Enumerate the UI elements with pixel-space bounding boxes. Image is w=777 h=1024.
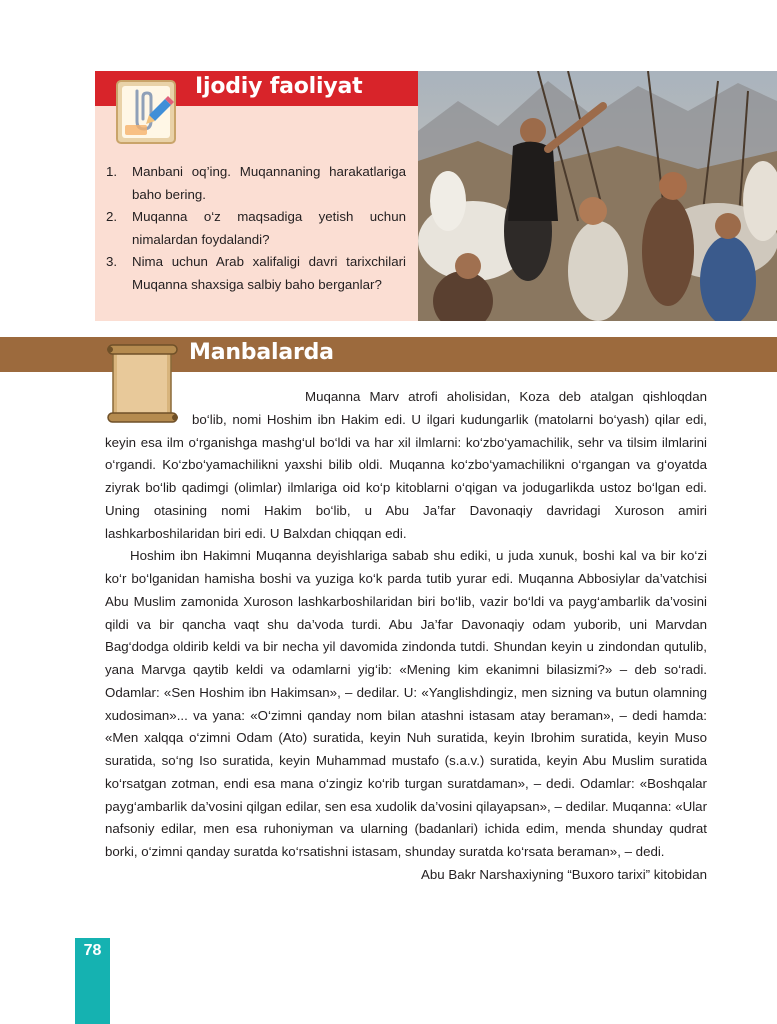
sources-title: Manbalarda (189, 340, 334, 365)
creative-activity-box (95, 71, 418, 321)
task-list (106, 161, 406, 297)
list-item (106, 161, 406, 206)
list-item-number: 1. (106, 164, 118, 179)
list-item-number: 3. (106, 254, 118, 270)
list-item-text: Muqanna o‘z maqsadiga yetish uchun nimalardan foydalandi? (132, 209, 406, 247)
source-text (105, 386, 707, 887)
source-paragraph: Muqanna Marv atrofi aholisidan, Koza deb atalgan qishloqdan bo‘lib, nomi Hoshim ibn Hakim edi. U ilgari kudungarlik (matolarni bo‘yash) qilar edi, keyin esa ilm o‘rganishga mashg‘ul bo‘ldi va har xil ilmlarni: ko‘zbo‘yamachilik, sehr va tilsim ilmlarini o‘rgandi. Ko‘zbo‘yamachilikni yaxshi bilib oldi. Muqanna ko‘zbo‘yamachilikni o‘rgangan va g‘oyatda ziyrak bo‘lib qadimgi (olimlar) ilmlariga oid ko‘p kitoblarni o‘qigan va jodugarlikda ustoz bo‘lgan edi. Uning otasining nomi Hakim bo‘lib, u Abu Ja’far Davonaqiy davridagi Xuroson amiri lashkarboshilaridan biri edi. U Balxdan chiqqan edi. (105, 389, 707, 541)
list-item (106, 251, 406, 296)
list-item-text: Nima uchun Arab xalifaligi davri tarixchilari Muqanna shaxsiga salbiy baho berganlar? (132, 254, 406, 292)
page-number: 78 (83, 942, 102, 959)
list-item-text: Manbani oq’ing. Muqannaning harakatlariga baho bering. (132, 164, 406, 202)
battle-painting-image (418, 71, 777, 321)
list-item (106, 206, 406, 251)
source-paragraph: Hoshim ibn Hakimni Muqanna deyishlariga sabab shu ediki, u juda xunuk, boshi kal va bir ko‘zi ko‘r bo‘lganidan hamisha boshi va yuziga ko‘k parda tutib yurar edi. Muqanna Abbosiylar da’vatchisi Abu Muslim zamonida Xuroson lashkarboshilaridan biri bo‘lib, vazir bo‘ldi va payg‘ambarlik da’vosini qildi va bir qancha vaqt shu da’voda turdi. Abu Ja’far Davonaqiy odam yuborib, uni Marvdan Bag‘dodga oldirib keldi va bir necha yil davomida zindonda tutdi. Shundan keyin u zindondan qutulib, yana Marvga qaytib keldi va odamlarni yig‘ib: «Mening kim ekanimni bilasizmi?» – deb so‘radi. Odamlar: «Sen Hoshim ibn Hakimsan», – dedilar. U: «Yanglishdingiz, men sizning va butun olamning xudosiman»... va yana: «O‘zimni qanday nom bilan atashni istasam atay beraman», – dedi hamda: «Men xalqqa o‘zimni Odam (Ato) suratida, keyin Nuh suratida, keyin Ibrohim suratida, keyin Muso suratida, so‘ng Iso suratida, keyin Muhammad mustafo (s.a.v.) suratida, keyin Abu Muslim suratida ko‘rsatgan zotman, endi esa mana o‘zingiz ko‘rib turgan suratdaman», – dedi. Odamlar: «Boshqalar payg‘ambarlik da’vosini qilgan edilar, sen esa xudolik da’vosini qilayapsan», – dedilar. Muqanna: «Ular nafsoniy edilar, men esa ruhoniyman va ularning (badanlari) ichida edim, menda shunday qudrat borki, o‘zimni qanday suratda ko‘rsatishni istasam, shunday suratda ko‘rsata beraman», – dedi. (105, 548, 707, 859)
page-number-tab (75, 938, 110, 1024)
paperclip-pencil-icon (113, 77, 179, 147)
creative-activity-title: Ijodiy faoliyat (195, 74, 363, 99)
citation: Abu Bakr Narshaxiyning “Buxoro tarixi” kitobidan (420, 866, 707, 882)
list-item-number: 2. (106, 209, 118, 225)
